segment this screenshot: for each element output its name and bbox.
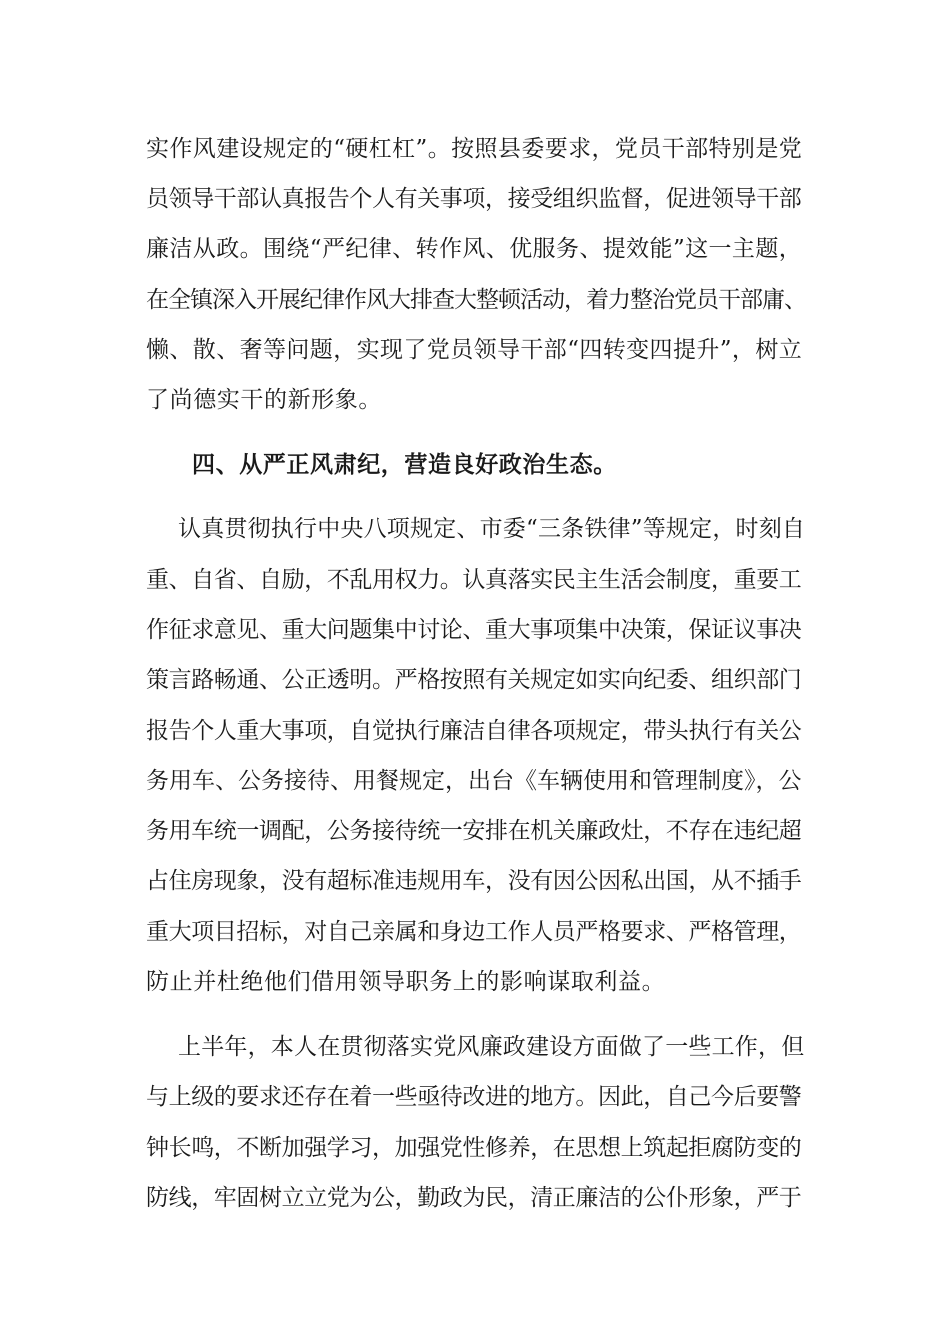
paragraph-1-line-3: 廉洁从政。围绕“严纪律、转作风、优服务、提效能”这一主题，: [146, 236, 803, 262]
paragraph-2-line-10: 防止并杜绝他们借用领导职务上的影响谋取利益。: [146, 969, 666, 995]
paragraph-3-line-2: 与上级的要求还存在着一些亟待改进的地方。因此，自己今后要警: [146, 1084, 802, 1110]
section-heading: 四、从严正风肃纪，营造良好政治生态。: [192, 451, 617, 478]
paragraph-1-line-5: 懒、散、奢等问题，实现了党员领导干部“四转变四提升”，树立: [146, 337, 803, 363]
paragraph-2-line-8: 占住房现象，没有超标准违规用车，没有因公因私出国，从不插手: [146, 868, 802, 894]
paragraph-3-line-1: 上半年，本人在贯彻落实党风廉政建设方面做了一些工作，但: [178, 1034, 805, 1060]
paragraph-2-line-5: 报告个人重大事项，自觉执行廉洁自律各项规定，带头执行有关公: [146, 718, 802, 744]
paragraph-2-line-3: 作征求意见、重大问题集中讨论、重大事项集中决策，保证议事决: [146, 617, 802, 643]
paragraph-2-line-6: 务用车、公务接待、用餐规定，出台《车辆使用和管理制度》，公: [146, 768, 802, 794]
paragraph-1-line-4: 在全镇深入开展纪律作风大排查大整顿活动，着力整治党员干部庸、: [146, 287, 806, 313]
paragraph-2-line-4: 策言路畅通、公正透明。严格按照有关规定如实向纪委、组织部门: [146, 667, 802, 693]
paragraph-3-line-3: 钟长鸣，不断加强学习，加强党性修养，在思想上筑起拒腐防变的: [146, 1135, 802, 1161]
paragraph-3-line-4: 防线，牢固树立立党为公，勤政为民，清正廉洁的公仆形象，严于: [146, 1185, 802, 1211]
paragraph-2-line-1: 认真贯彻执行中央八项规定、市委“三条铁律”等规定，时刻自: [178, 516, 806, 542]
paragraph-2-line-2: 重、自省、自励，不乱用权力。认真落实民主生活会制度，重要工: [146, 567, 802, 593]
paragraph-1-line-6: 了尚德实干的新形象。: [146, 387, 382, 413]
paragraph-1-line-2: 员领导干部认真报告个人有关事项，接受组织监督，促进领导干部: [146, 186, 802, 212]
paragraph-2-line-7: 务用车统一调配，公务接待统一安排在机关廉政灶，不存在违纪超: [146, 818, 802, 844]
paragraph-1-line-1: 实作风建设规定的“硬杠杠”。按照县委要求，党员干部特别是党: [146, 136, 803, 162]
paragraph-2-line-9: 重大项目招标，对自己亲属和身边工作人员严格要求、严格管理，: [146, 919, 802, 945]
